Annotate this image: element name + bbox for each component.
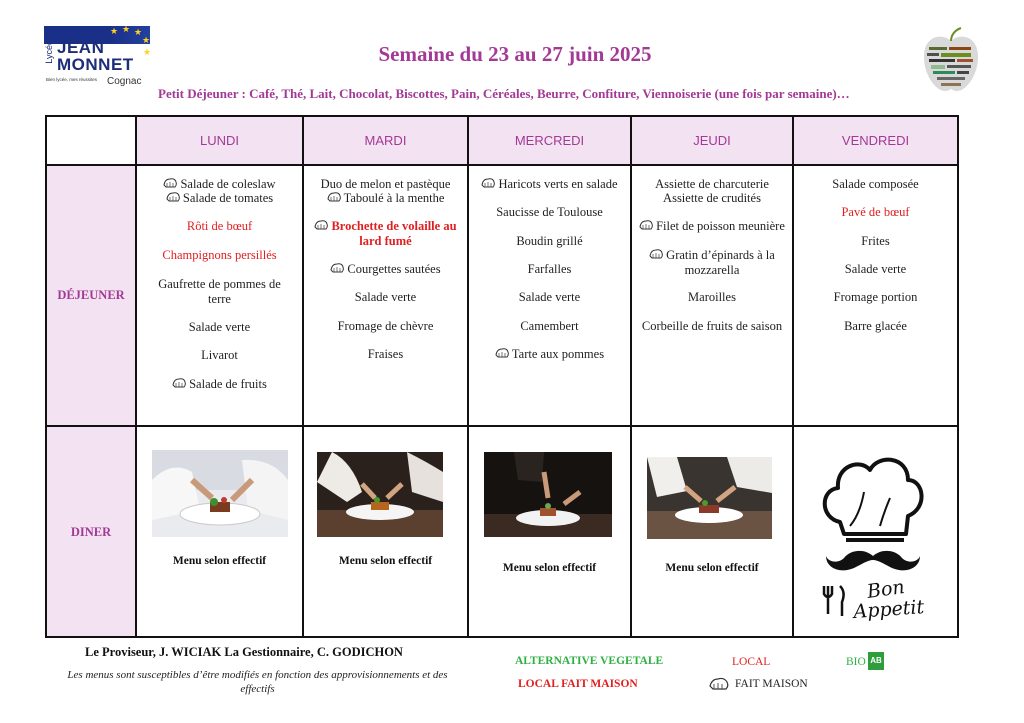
menu-item-text: Tarte aux pommes bbox=[511, 347, 605, 361]
menu-item bbox=[632, 177, 792, 192]
menu-item-text: Fraises bbox=[367, 347, 404, 361]
menu-item bbox=[632, 290, 792, 305]
fait-maison-icon bbox=[481, 177, 498, 191]
bon-appetit-word: Bon bbox=[865, 575, 906, 603]
menu-item-text: Corbeille de fruits de saison bbox=[641, 319, 783, 333]
fait-maison-icon bbox=[314, 219, 331, 233]
menu-item bbox=[794, 205, 957, 220]
menu-item bbox=[137, 177, 302, 192]
day-header-wednesday: MERCREDI bbox=[514, 133, 585, 148]
menu-item-text: Frites bbox=[861, 234, 890, 248]
chef-plating-photo bbox=[317, 452, 443, 537]
menu-item bbox=[469, 290, 630, 305]
menu-item bbox=[632, 191, 792, 206]
bon-appetit-illustration bbox=[820, 452, 926, 624]
menu-item-text: Farfalles bbox=[527, 262, 572, 276]
fait-maison-icon bbox=[330, 262, 347, 276]
menu-item-text: Salade de coleslaw bbox=[180, 177, 276, 191]
menu-item bbox=[304, 347, 467, 362]
legend-vegetal: ALTERNATIVE VEGETALE bbox=[515, 655, 664, 667]
menu-item bbox=[304, 191, 467, 206]
legend-local: LOCAL bbox=[732, 656, 771, 668]
menu-item bbox=[794, 262, 957, 277]
menu-item bbox=[647, 248, 777, 277]
dinner-note-monday: Menu selon effectif bbox=[172, 555, 267, 567]
menu-item-text: Barre glacée bbox=[844, 319, 907, 333]
menu-item-text: Brochette de volaille au lard fumé bbox=[331, 219, 457, 248]
menu-item bbox=[469, 234, 630, 249]
menu-item bbox=[632, 319, 792, 334]
star-icon: ★ bbox=[143, 47, 152, 57]
menu-item-text: Pavé de bœuf bbox=[841, 205, 910, 219]
dinner-note-wednesday: Menu selon effectif bbox=[502, 562, 597, 574]
dinner-note-tuesday: Menu selon effectif bbox=[338, 555, 433, 567]
day-header-friday: VENDREDI bbox=[841, 133, 910, 148]
menu-item-text: Salade de fruits bbox=[189, 377, 267, 391]
menu-item-text: Duo de melon et pastèque bbox=[320, 177, 451, 191]
fait-maison-icon bbox=[649, 248, 666, 262]
menu-item-text: Fromage portion bbox=[833, 290, 918, 304]
menu-item bbox=[137, 377, 302, 392]
fait-maison-icon bbox=[172, 377, 189, 391]
legend-local-fait-maison: LOCAL FAIT MAISON bbox=[518, 678, 638, 690]
page-title: Semaine du 23 au 27 juin 2025 bbox=[378, 42, 652, 66]
menu-item bbox=[794, 177, 957, 192]
menu-item bbox=[469, 262, 630, 277]
menu-item-text: Salade de tomates bbox=[182, 191, 274, 205]
menu-item bbox=[469, 205, 630, 220]
day-header-thursday: JEUDI bbox=[693, 133, 731, 148]
menu-item bbox=[137, 191, 302, 206]
menu-item bbox=[304, 177, 467, 192]
legend-fait-maison: FAIT MAISON bbox=[735, 678, 808, 690]
apple-wordcloud-icon bbox=[921, 27, 981, 93]
school-logo bbox=[44, 26, 150, 90]
menu-item-text: Assiette de crudités bbox=[663, 191, 761, 205]
menu-item bbox=[304, 290, 467, 305]
menu-item-text: Courgettes sautées bbox=[347, 262, 441, 276]
bio-ab-icon: AB bbox=[868, 652, 884, 670]
menu-item bbox=[794, 234, 957, 249]
fait-maison-icon bbox=[639, 219, 656, 233]
menu-item-text: Champignons persillés bbox=[162, 248, 277, 262]
chef-plating-photo bbox=[484, 452, 612, 537]
row-label-dinner: DINER bbox=[70, 525, 112, 539]
fait-maison-icon bbox=[166, 191, 183, 205]
menu-item-text: Gratin d’épinards à la mozzarella bbox=[666, 248, 775, 277]
breakfast-line: Petit Déjeuner : Café, Thé, Lait, Chocolat, Biscottes, Pain, Céréales, Beurre, Confiture, Viennoiserie (une fois par semaine)… bbox=[158, 86, 850, 101]
menu-item-text: Taboulé à la menthe bbox=[343, 191, 445, 205]
menu-item bbox=[311, 219, 461, 248]
menu-item-text: Gaufrette de pommes de terre bbox=[158, 277, 281, 306]
menu-item-text: Maroilles bbox=[688, 290, 736, 304]
menu-item-text: Salade composée bbox=[832, 177, 919, 191]
menu-item-text: Saucisse de Toulouse bbox=[496, 205, 603, 219]
menu-item-text: Assiette de charcuterie bbox=[655, 177, 769, 191]
menu-item-text: Camembert bbox=[520, 319, 579, 333]
menu-item bbox=[469, 319, 630, 334]
row-label-lunch: DÉJEUNER bbox=[57, 288, 125, 302]
legend-bio: BIO bbox=[846, 656, 866, 668]
menu-item-text: Salade verte bbox=[518, 290, 581, 304]
fait-maison-icon bbox=[327, 191, 344, 205]
menu-item bbox=[632, 219, 792, 234]
logo-name-line2: MONNET bbox=[57, 55, 134, 74]
bon-appetit-text bbox=[851, 576, 925, 623]
menu-item-text: Salade verte bbox=[188, 320, 251, 334]
menu-item-text: Fromage de chèvre bbox=[337, 319, 434, 333]
menu-item bbox=[150, 277, 290, 306]
logo-lycee-text: Lycée bbox=[44, 40, 54, 64]
menu-item bbox=[304, 262, 467, 277]
star-icon: ★ bbox=[110, 26, 119, 36]
star-icon: ★ bbox=[122, 24, 131, 34]
menu-item bbox=[137, 248, 302, 263]
day-header-tuesday: MARDI bbox=[364, 133, 407, 148]
logo-slogan: Bien lycée, mes réussites bbox=[46, 77, 98, 82]
menu-item bbox=[304, 319, 467, 334]
chef-plating-photo bbox=[152, 450, 288, 537]
menu-item-text: Salade verte bbox=[844, 262, 907, 276]
menu-item bbox=[794, 319, 957, 334]
menu-item bbox=[469, 347, 630, 362]
bon-appetit-word: Appetit bbox=[852, 596, 925, 623]
logo-city: Cognac bbox=[107, 76, 142, 87]
menu-item-text: Boudin grillé bbox=[516, 234, 583, 248]
menu-item bbox=[137, 348, 302, 363]
star-icon: ★ bbox=[142, 35, 151, 45]
menu-item bbox=[469, 177, 630, 192]
fait-maison-icon bbox=[708, 676, 730, 692]
menu-item bbox=[137, 219, 302, 234]
menu-item-text: Rôti de bœuf bbox=[186, 219, 253, 233]
fait-maison-icon bbox=[495, 347, 512, 361]
menu-item-text: Livarot bbox=[201, 348, 238, 362]
day-header-monday: LUNDI bbox=[199, 133, 239, 148]
star-icon: ★ bbox=[134, 27, 143, 37]
disclaimer: Les menus sont susceptibles d’être modifiés en fonction des approvisionnements et des effectifs bbox=[67, 669, 448, 695]
menu-item-text: Haricots verts en salade bbox=[498, 177, 618, 191]
logo-name-line1: JEAN bbox=[57, 38, 105, 57]
dinner-note-thursday: Menu selon effectif bbox=[665, 562, 759, 574]
chef-plating-photo bbox=[647, 457, 772, 539]
signers: Le Proviseur, J. WICIAK La Gestionnaire, C. GODICHON bbox=[85, 645, 403, 659]
menu-item bbox=[137, 320, 302, 335]
menu-item bbox=[794, 290, 957, 305]
menu-item-text: Filet de poisson meunière bbox=[656, 219, 785, 233]
fait-maison-icon bbox=[163, 177, 180, 191]
menu-item-text: Salade verte bbox=[354, 290, 417, 304]
